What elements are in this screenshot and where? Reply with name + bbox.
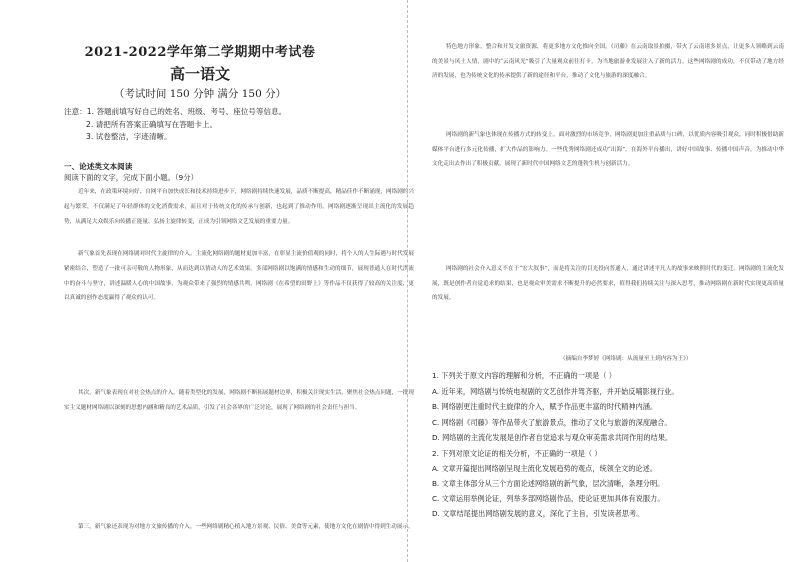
question-option: A. 近年来，网络剧与传统电视剧的文艺创作并驾齐驱，并开始反哺影视行业。 — [432, 387, 679, 396]
question-stem: 2. 下列对原文论证的相关分析，不正确的一项是（ ） — [432, 449, 602, 458]
section-instruction: 阅读下面的文字，完成下面小题。（9分） — [64, 173, 199, 182]
question-option: C. 网络剧《司藤》等作品带火了旅游景点，推动了文化与旅游的深度融合。 — [432, 418, 672, 427]
question-option: D. 网络剧的主流化发展是创作者自觉追求与观众审美需求共同作用的结果。 — [432, 433, 673, 442]
passage-paragraph: 其次，新气象表现在对社会热点的介入。随着类型化的发展，网络剧不断拓展题材边界，积极关注现实生活，聚焦社会热点问题，一批现实主义题材网络剧以深刻的思想内涵和精良的艺术品质，引发了社会各界的广泛讨论，展现了网络剧的社会责任与担当。 — [64, 390, 414, 411]
passage-paragraph: 网络剧的社会介入意义不在于“宏大叙事”，而是将关注的目光投向普通人，通过讲述平凡人的故事来映照时代的变迁。网络剧的主流化发展，既是创作者自觉追求的结果，也是观众审美需求不断提升的必然要求，值得我们持续关注与深入思考，推动网络剧在新时代实现更高质量的发展。 — [432, 266, 784, 302]
exam-notes — [64, 106, 394, 144]
question-option: B. 网络剧更注重时代主旋律的介入，赋予作品更丰富的时代精神内涵。 — [432, 402, 658, 411]
exam-time-info: （考试时间 150 分钟 满分 150 分） — [113, 88, 287, 100]
subject-title: 高一语文 — [169, 65, 230, 83]
exam-title: 2021-2022学年第二学期期中考试卷 — [84, 45, 316, 60]
question-option: A. 文章开篇提出网络剧呈现主流化发展趋势的观点，统领全文的论述。 — [432, 464, 657, 473]
question-option: C. 文章运用举例论证，列举多部网络剧作品，使论证更加具体有说服力。 — [432, 494, 665, 503]
section-heading: 一、论述类文本阅读 — [64, 162, 133, 171]
passage-source: （摘编自李梦婷《网络剧：从流量至上到内容为王》） — [560, 356, 692, 362]
passage-paragraph: 新气象首先表现在网络剧对时代主旋律的介入。主流化网络剧的题材更加丰富，在彰显主流价值观的同时，将个人的人生际遇与时代发展紧密结合，塑造了一批可亲可敬的人物形象，从而达到以情动人的艺术效果。多部网络剧以饱满的情感和生动的细节，展现普通人在时代洪流中的奋斗与坚守，讲述温暖人心的中国故事，为观众带来了强烈的情感共鸣，网络剧《在希望的田野上》等作品不仅获得了较高的关注度，更以真诚的创作态度赢得了观众的认可。 — [64, 251, 414, 302]
question-option: B. 文章主体部分从三个方面论述网络剧的新气象，层次清晰，条理分明。 — [432, 479, 665, 488]
question-option: D. 文章结尾提出网络剧发展的意义，深化了主旨，引发读者思考。 — [432, 509, 644, 518]
passage-paragraph: 网络剧的新气象也体现在传播方式的转变上。面对激烈的市场竞争，网络剧更加注重品质与口碑，以优质内容吸引观众，同时积极借助新媒体平台进行多元化传播，扩大作品的影响力。一些优秀网络剧还成功“出海”，在海外平台播出，讲好中国故事、传播中国声音，为推动中华文化走出去作出了积极贡献，展现了新时代中国网络文艺的蓬勃生机与创新活力。 — [432, 132, 784, 168]
note-item: 3. 试卷整洁，字迹清晰。 — [86, 132, 172, 141]
note-item: 注意：1. 答题前填写好自己的姓名、班级、考号、座位号等信息。 — [64, 107, 287, 116]
question-stem: 1. 下列关于原文内容的理解和分析，不正确的一项是（ ） — [432, 371, 616, 380]
passage-paragraph: 特色地方形象，整合和开发文旅资源，将更多地方文化推向全国。《司藤》在云南取景拍摄，带火了云南诸多景点，让更多人领略到云南的美景与风土人情，剧中的“云南风光”吸引了大量观众前往打卡，为当地旅游业发展注入了新的活力。这些网络剧的成功，不仅带动了地方经济的发展，也为传统文化的传承提供了新的途径和平台，推动了文化与旅游的深度融合。 — [432, 44, 784, 80]
passage-paragraph: 近年来，在政策环境向好、自网平台加快成长和技术持续进步下，网络剧持续快速发展，品质不断提高，精品佳作不断涌现，网络剧的兴起与繁荣，不仅满足了年轻群体的文化消费需求，而且对于传统文化的传承与创新，也起到了推动作用。网络剧逐渐呈现出主流化的发展趋势，从满足大众娱乐向传播正能量、弘扬主旋律转变，正成为引领网络文艺发展的重要力量。 — [64, 189, 414, 225]
note-item: 2. 请把所有答案正确填写在答题卡上。 — [86, 119, 218, 129]
binding-line — [404, 0, 412, 562]
passage-paragraph: 第三，新气象还表现为对地方文旅传播的介入。一些网络剧精心植入地方景观、民俗、美食等元素，使地方文化在剧情中得到生动展示。 — [78, 524, 414, 530]
